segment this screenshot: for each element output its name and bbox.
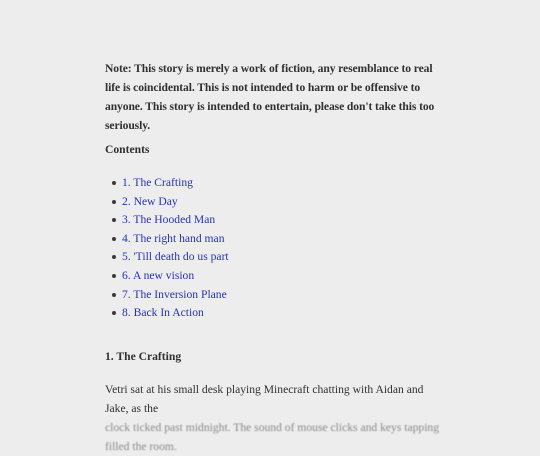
bullet-icon — [112, 218, 116, 222]
toc-item — [105, 267, 229, 286]
toc-link-the-right-hand-man[interactable]: 4. The right hand man — [122, 231, 225, 245]
bullet-icon — [112, 293, 116, 297]
toc-item — [105, 304, 229, 323]
toc-link-back-in-action[interactable]: 8. Back In Action — [122, 306, 204, 320]
toc-link-a-new-vision[interactable]: 6. A new vision — [122, 268, 195, 282]
toc-item — [105, 211, 229, 230]
toc-item — [105, 248, 229, 267]
toc-link-the-crafting[interactable]: 1. The Crafting — [122, 176, 193, 189]
chapter-heading: 1. The Crafting — [105, 350, 182, 363]
toc-item — [105, 193, 229, 212]
toc-link-till-death-do-us-part[interactable]: 5. 'Till death do us part — [122, 250, 229, 264]
disclaimer-note: Note: This story is merely a work of fiction, any resemblance to real life is coincidental. This is not intended to harm or be offensive to anyone. This story is intended to entertain, please don't take this too seriously. — [105, 62, 435, 132]
toc-link-the-hooded-man[interactable]: 3. The Hooded Man — [122, 213, 216, 227]
toc-link-new-day[interactable]: 2. New Day — [122, 194, 178, 208]
bullet-icon — [112, 255, 116, 259]
chapter-second-line: clock ticked past midnight. The sound of mouse clicks and keys tapping filled the room. — [105, 421, 440, 453]
table-of-contents — [105, 174, 229, 323]
bullet-icon — [112, 237, 116, 241]
bullet-icon — [112, 200, 116, 204]
toc-item — [105, 174, 229, 193]
bullet-icon — [112, 311, 116, 315]
chapter-first-line: Vetri sat at his small desk playing Minecraft chatting with Aidan and Jake, as the — [105, 383, 424, 415]
bullet-icon — [112, 274, 116, 278]
toc-link-the-inversion-plane[interactable]: 7. The Inversion Plane — [122, 287, 227, 301]
chapter-body-text — [105, 380, 445, 456]
bullet-icon — [112, 181, 116, 185]
toc-item — [105, 286, 229, 305]
contents-heading: Contents — [105, 143, 150, 156]
toc-item — [105, 230, 229, 249]
